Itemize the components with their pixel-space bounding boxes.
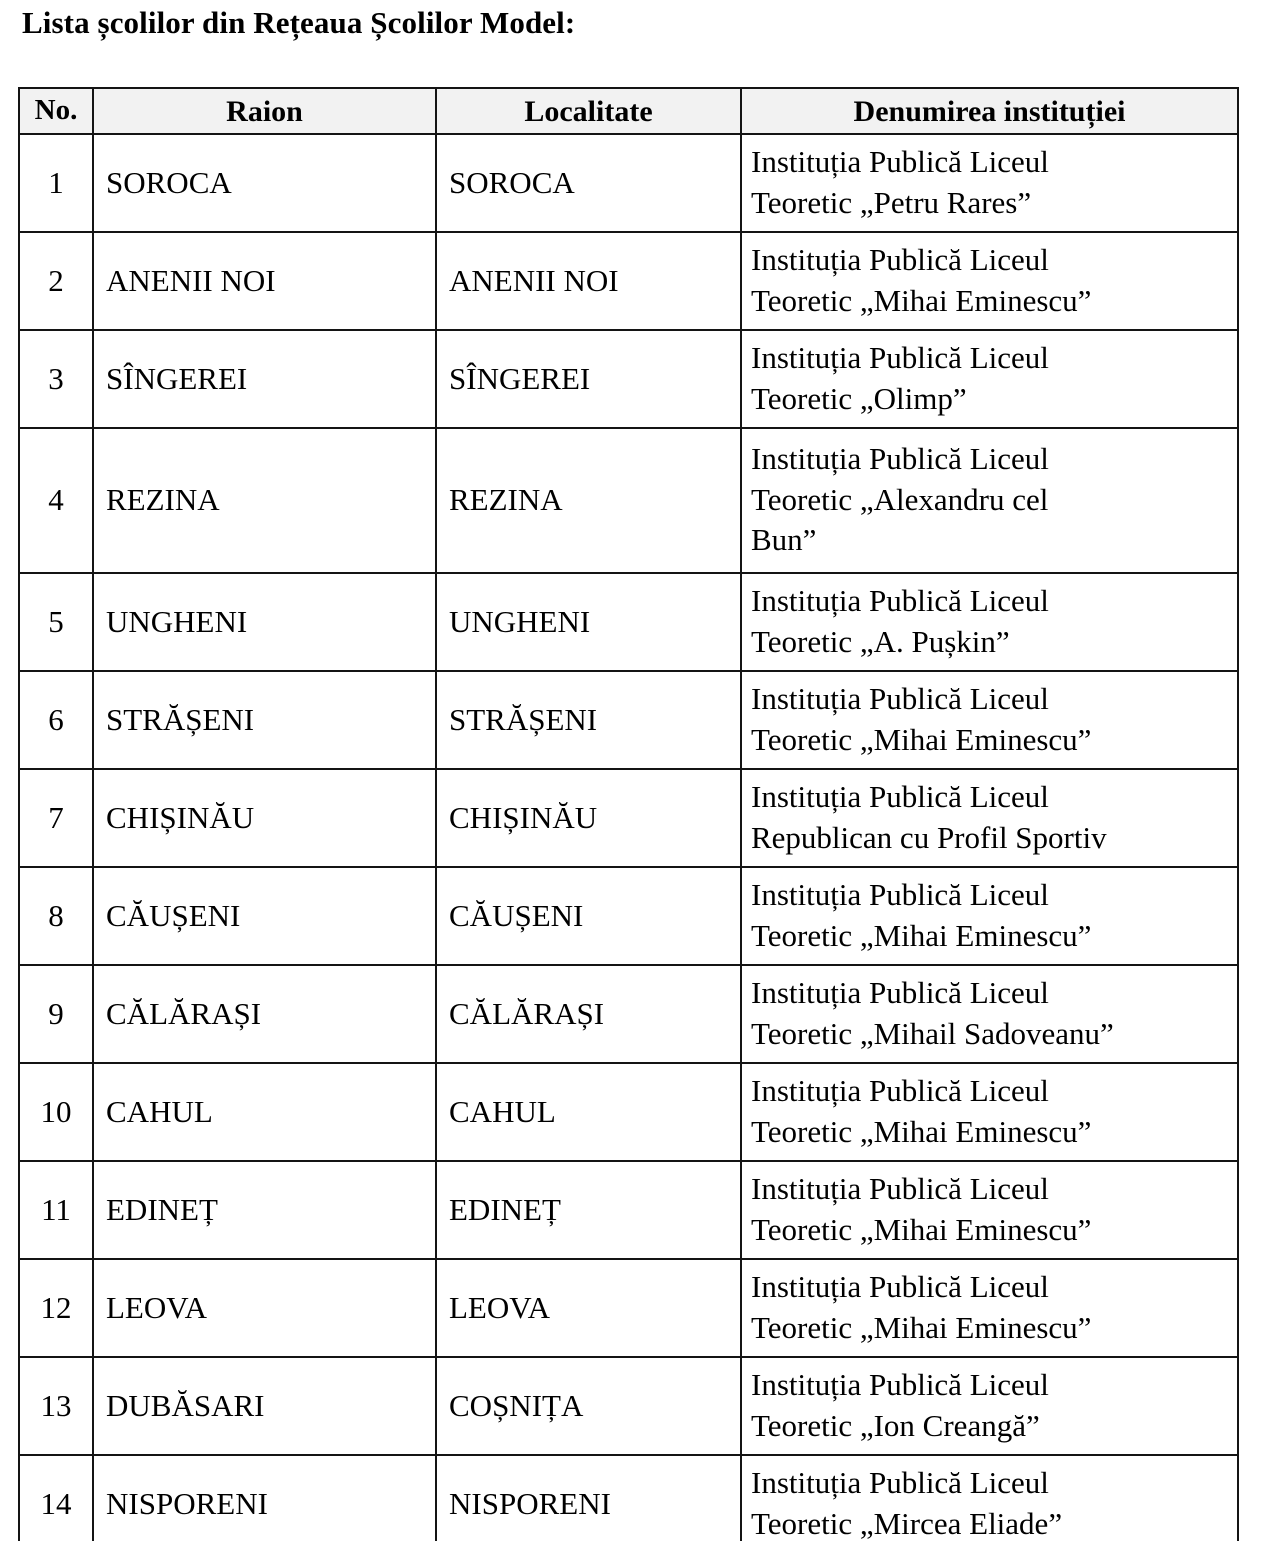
cell-institutie [741,671,1238,769]
table-row [19,1259,1238,1357]
institution-name-line: Instituția Publică Liceul [751,876,1049,912]
cell-institutie [741,134,1238,232]
table-row [19,573,1238,671]
institution-name-line: Teoretic „Petru Rares” [751,184,1032,220]
institution-name-line: Teoretic „Mihai Eminescu” [751,1113,1092,1149]
institution-name-line: Instituția Publică Liceul [751,582,1049,618]
cell-raion: SOROCA [93,134,436,232]
institution-name-line: Teoretic „A. Pușkin” [751,623,1010,659]
cell-institutie [741,867,1238,965]
table-row [19,1161,1238,1259]
cell-no: 8 [19,867,93,965]
institution-name-line: Instituția Publică Liceul [751,1366,1049,1402]
institution-name-line: Teoretic „Mircea Eliade” [751,1505,1063,1541]
cell-localitate: COȘNIȚA [436,1357,741,1455]
table-body [19,134,1238,1541]
institution-name-line: Teoretic „Mihai Eminescu” [751,917,1092,953]
cell-no: 14 [19,1455,93,1541]
institution-name-line: Instituția Publică Liceul [751,974,1049,1010]
cell-localitate: SOROCA [436,134,741,232]
cell-institutie [741,428,1238,573]
cell-no: 11 [19,1161,93,1259]
table-row [19,965,1238,1063]
cell-no: 9 [19,965,93,1063]
cell-institutie [741,573,1238,671]
institution-name-line: Instituția Publică Liceul [751,1268,1049,1304]
page-title: Lista școlilor din Rețeaua Școlilor Model: [22,5,576,40]
cell-no: 13 [19,1357,93,1455]
institution-name-line: Instituția Publică Liceul [751,241,1049,277]
cell-institutie [741,330,1238,428]
cell-no: 6 [19,671,93,769]
table-header-row [19,88,1238,134]
column-header-no: No. [19,88,93,134]
institution-name-line: Instituția Publică Liceul [751,680,1049,716]
cell-localitate: SÎNGEREI [436,330,741,428]
cell-raion: STRĂȘENI [93,671,436,769]
cell-institutie [741,1357,1238,1455]
institution-name-line: Instituția Publică Liceul [751,1072,1049,1108]
cell-raion: CĂLĂRAȘI [93,965,436,1063]
institution-name-line: Republican cu Profil Sportiv [751,819,1107,855]
institution-name-line: Teoretic „Mihai Eminescu” [751,1211,1092,1247]
cell-raion: UNGHENI [93,573,436,671]
cell-localitate: REZINA [436,428,741,573]
schools-table-container [18,87,1237,1541]
table-row [19,769,1238,867]
cell-localitate: UNGHENI [436,573,741,671]
cell-localitate: NISPORENI [436,1455,741,1541]
institution-name-line: Teoretic „Mihail Sadoveanu” [751,1015,1114,1051]
column-header-localitate: Localitate [436,88,741,134]
cell-raion: CHIȘINĂU [93,769,436,867]
cell-localitate: STRĂȘENI [436,671,741,769]
table-row [19,428,1238,573]
cell-institutie [741,1455,1238,1541]
institution-name-line: Instituția Publică Liceul [751,440,1049,476]
cell-raion: EDINEȚ [93,1161,436,1259]
cell-localitate: CAHUL [436,1063,741,1161]
cell-raion: DUBĂSARI [93,1357,436,1455]
table-row [19,671,1238,769]
cell-localitate: LEOVA [436,1259,741,1357]
cell-raion: REZINA [93,428,436,573]
institution-name-line: Instituția Publică Liceul [751,1170,1049,1206]
cell-raion: LEOVA [93,1259,436,1357]
cell-no: 12 [19,1259,93,1357]
cell-no: 7 [19,769,93,867]
cell-localitate: ANENII NOI [436,232,741,330]
institution-name-line: Bun” [751,522,817,558]
table-row [19,232,1238,330]
cell-no: 1 [19,134,93,232]
table-row [19,1455,1238,1541]
cell-no: 2 [19,232,93,330]
cell-institutie [741,1161,1238,1259]
column-header-institutie: Denumirea instituției [741,88,1238,134]
institution-name-line: Teoretic „Alexandru cel [751,481,1049,517]
cell-institutie [741,769,1238,867]
cell-raion: CĂUȘENI [93,867,436,965]
institution-name-line: Teoretic „Olimp” [751,380,967,416]
cell-localitate: EDINEȚ [436,1161,741,1259]
cell-no: 3 [19,330,93,428]
institution-name-line: Teoretic „Ion Creangă” [751,1407,1040,1443]
cell-no: 10 [19,1063,93,1161]
institution-name-line: Instituția Publică Liceul [751,1464,1049,1500]
cell-institutie [741,232,1238,330]
cell-localitate: CĂUȘENI [436,867,741,965]
cell-institutie [741,1259,1238,1357]
cell-institutie [741,1063,1238,1161]
institution-name-line: Teoretic „Mihai Eminescu” [751,282,1092,318]
cell-raion: NISPORENI [93,1455,436,1541]
institution-name-line: Teoretic „Mihai Eminescu” [751,721,1092,757]
cell-institutie [741,965,1238,1063]
table-row [19,330,1238,428]
cell-raion: SÎNGEREI [93,330,436,428]
cell-raion: ANENII NOI [93,232,436,330]
column-header-raion: Raion [93,88,436,134]
cell-no: 5 [19,573,93,671]
cell-localitate: CHIȘINĂU [436,769,741,867]
institution-name-line: Teoretic „Mihai Eminescu” [751,1309,1092,1345]
table-header [19,88,1238,134]
institution-name-line: Instituția Publică Liceul [751,778,1049,814]
institution-name-line: Instituția Publică Liceul [751,339,1049,375]
cell-localitate: CĂLĂRAȘI [436,965,741,1063]
cell-no: 4 [19,428,93,573]
table-row [19,1357,1238,1455]
cell-raion: CAHUL [93,1063,436,1161]
table-row [19,134,1238,232]
table-row [19,1063,1238,1161]
schools-table [18,87,1239,1541]
institution-name-line: Instituția Publică Liceul [751,143,1049,179]
table-row [19,867,1238,965]
